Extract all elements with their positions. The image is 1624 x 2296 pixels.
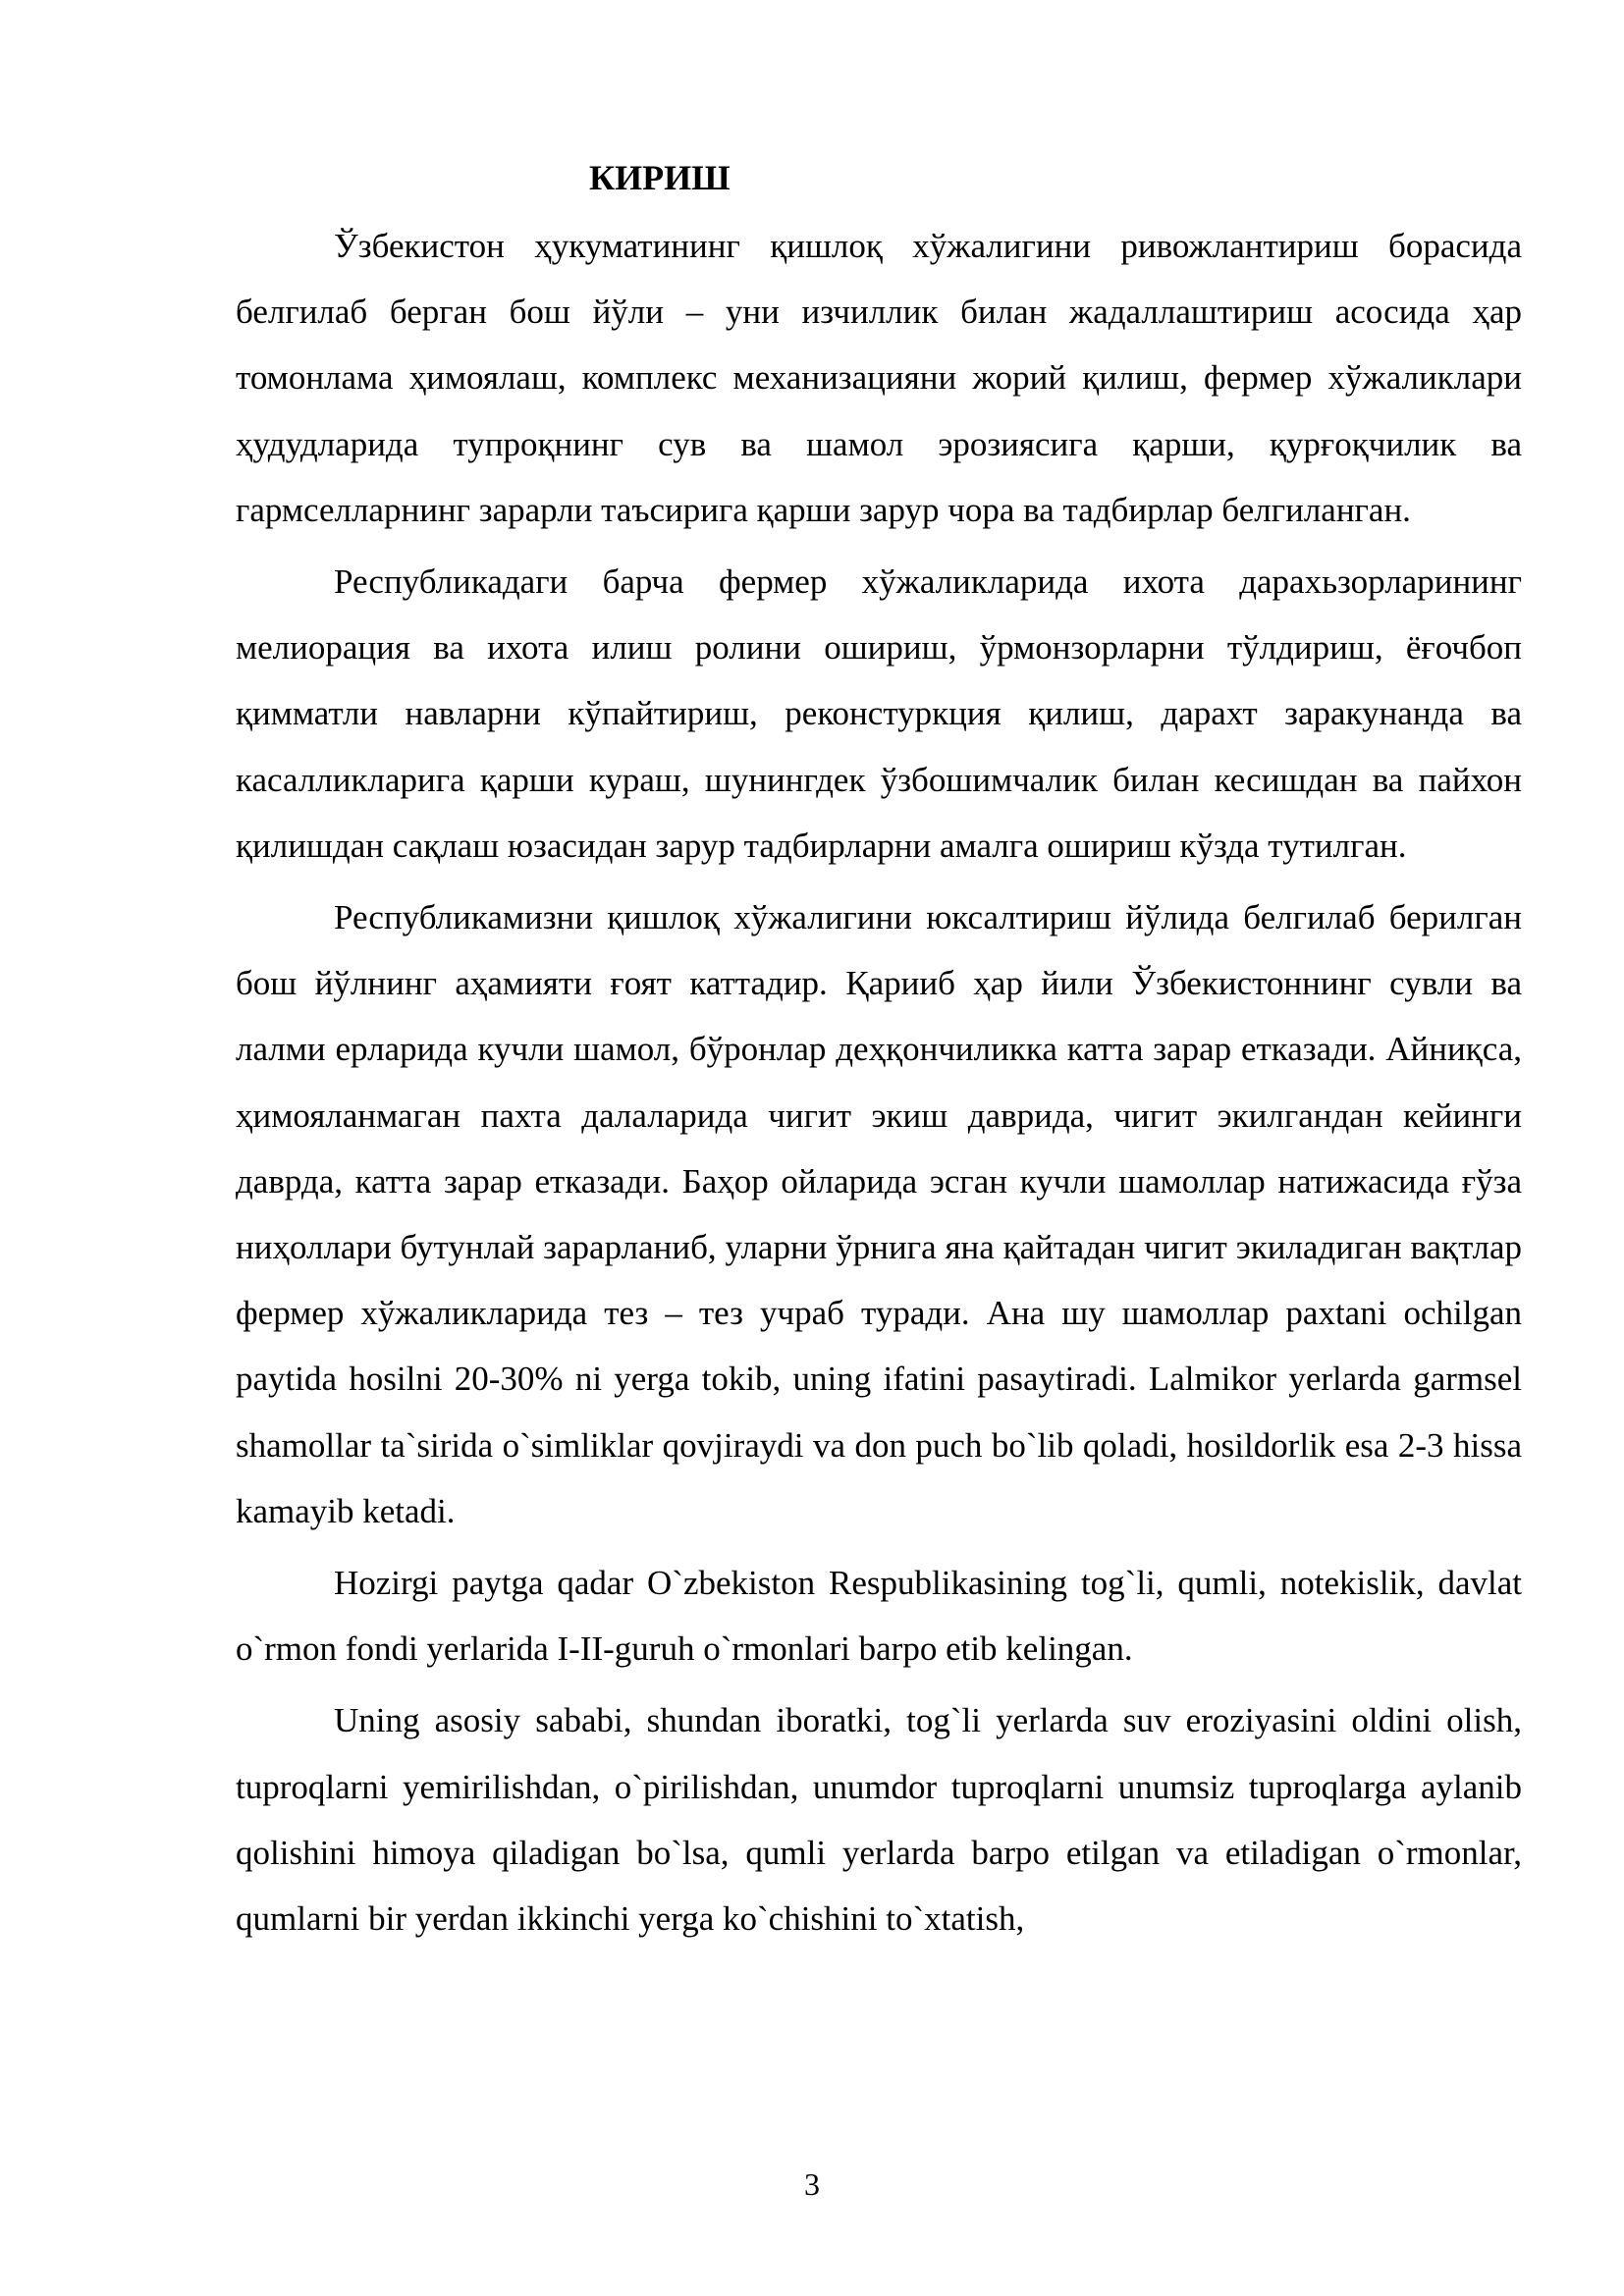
paragraph-1: Ўзбекистон ҳукуматининг қишлоқ хўжалигини ривожлантириш борасида белгилаб берган бош йўли – уни изчиллик билан жадаллаштириш асосида ҳар томонлама ҳимоялаш, комплекс механизацияни жорий қилиш, фермер хўжаликлари ҳудудларида тупроқнинг сув ва шамол эрозиясига қарши, қурғоқчилик ва гармселларнинг зарарли таъсирига қарши зарур чора ва тадбирлар белгиланган. [236,227,1522,529]
paragraph-2: Республикадаги барча фермер хўжаликларида ихота дарахьзорларининг мелиорация ва ихота илиш ролини ошириш, ўрмонзорларни тўлдириш, ёғочбоп қимматли навларни кўпайтириш, реконстуркция қилиш, дарахт заракунанда ва касалликларига қарши кураш, шунингдек ўзбошимчалик билан кесишдан ва пайхон қилишдан сақлаш юзасидан зарур тадбирларни амалга ошириш кўзда тутилган. [236,562,1522,865]
paragraph-4: Hozirgi paytga qadar O`zbekiston Respublikasining tog`li, qumli, notekislik, davlat o`rmon fondi yerlarida I-II-guruh o`rmonlari barpo etib kelingan. [236,1564,1522,1669]
page-number: 3 [804,2166,820,2202]
document-page [236,152,1522,1957]
paragraph-5: Uning asosiy sababi, shundan iboratki, tog`li yerlarda suv eroziyasini oldini olish, tuproqlarni yemirilishdan, o`pirilishdan, unumdor tuproqlarni unumsiz tuproqlarga aylanib qolishini himoya qiladigan bo`lsa, qumli yerlarda barpo etilgan va etiladigan o`rmonlar, qumlarni bir yerdan ikkinchi yerga ko`chishini to`xtatish, [236,1701,1522,1939]
paragraph-3: Республикамизни қишлоқ хўжалигини юксалтириш йўлида белгилаб берилган бош йўлнинг аҳамияти ғоят каттадир. Қарииб ҳар йили Ўзбекистоннинг сувли ва лалми ерларида кучли шамол, бўронлар деҳқончиликка катта зарар етказади. Айниқса, ҳимояланмаган пахта далаларида чигит экиш даврида, чигит экилгандан кейинги даврда, катта зарар етказади. Баҳор ойларида эсган кучли шамоллар натижасида ғўза ниҳоллари бутунлай зарарланиб, уларни ўрнига яна қайтадан чигит экиладиган вақтлар фермер хўжаликларида тез – тез учраб туради. Ана шу шамоллар paxtani ochilgan paytida hosilni 20-30% ni yerga tokib, uning ifatini pasaytiradi. Lalmikor yerlarda garmsel shamollar ta`sirida o`simliklar qovjiraydi va don puch bo`lib qoladi, hosildorlik esa 2-3 hissa kamayib ketadi. [236,898,1522,1530]
section-title: КИРИШ [589,158,731,197]
